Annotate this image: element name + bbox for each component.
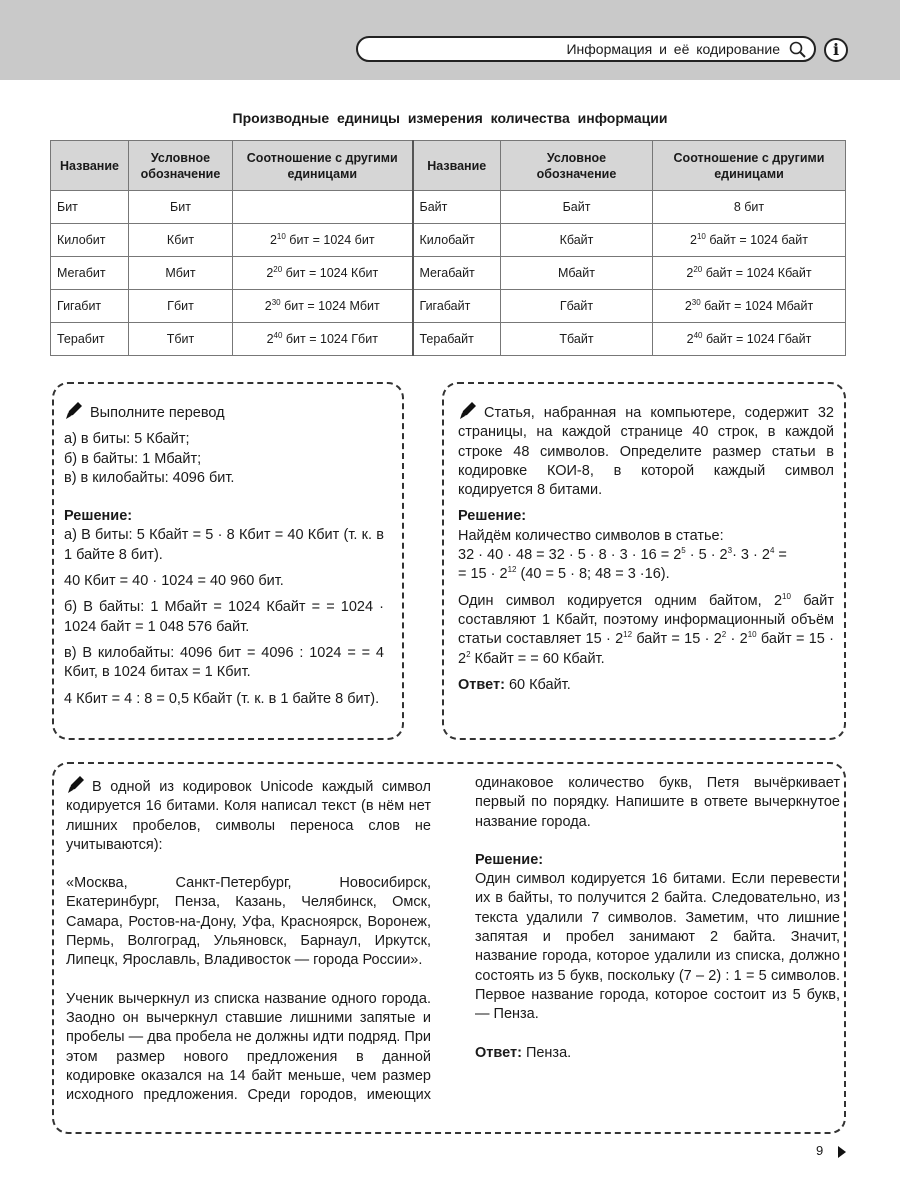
- task1-item: а) в биты: 5 Кбайт;: [64, 431, 190, 448]
- table-cell: Гигабайт: [413, 290, 501, 323]
- chapter-bar: [356, 36, 816, 62]
- col-header: Соотношение с другими единицами: [653, 141, 846, 191]
- task2-statement: Статья, набранная на компьютере, содержит 32 страницы, на каждой странице 40 строк, в каждой строке 48 символов. Определите размер статьи в кодировке КОИ-8, в которой каждый символ кодируется 8 битами.: [458, 400, 834, 500]
- table-cell: Тбайт: [501, 323, 653, 356]
- table-row: [51, 224, 846, 257]
- table-cell: Мбайт: [501, 257, 653, 290]
- page-number: 9: [816, 1143, 824, 1158]
- solution-paragraph: в) В килобайты: 4096 бит = 4096 : 1024 = = 4 Кбит, в 1024 битах = 1 Кбит.: [64, 644, 384, 681]
- solution-label: Решение:: [458, 508, 527, 525]
- table-cell: Байт: [413, 191, 501, 224]
- solution-paragraph: 4 Кбит = 4 : 8 = 0,5 Кбайт (т. к. в 1 байте 8 бит).: [64, 690, 380, 707]
- table-cell: Терабит: [51, 323, 129, 356]
- table-cell: Мегабит: [51, 257, 129, 290]
- table-cell: Тбит: [129, 323, 233, 356]
- table-cell: $2^{10}$ байт = 1024 байт: [653, 224, 846, 257]
- city-list: «Москва, Санкт-Петербург, Новосибирск, Екатеринбург, Пенза, Казань, Челябинск, Омск, Самара, Ростов-на-Дону, Уфа, Красноярск, Воронеж, Пермь, Волгоград, Ульяновск, Барнаул, Иркутск, Липецк, Ярославль, Владивосток — города России».: [66, 875, 431, 969]
- table-cell: Гбайт: [501, 290, 653, 323]
- answer-line: Ответ: Пенза.: [475, 1044, 572, 1061]
- solution-label: Решение:: [64, 508, 133, 525]
- table-row: [51, 290, 846, 323]
- table-cell: Мегабайт: [413, 257, 501, 290]
- solution-paragraph: а) В биты: 5 Кбайт = 5 · 8 Кбит = 40 Кбит (т. к. в 1 байте 8 бит).: [64, 527, 384, 563]
- col-header: Название: [51, 141, 129, 191]
- col-header: Название: [413, 141, 501, 191]
- table-cell: Бит: [51, 191, 129, 224]
- table-cell: Байт: [501, 191, 653, 224]
- solution-paragraph: Один символ кодируется одним байтом, $2^{10}$ байт составляют 1 Кбайт, поэтому информационный объём статьи составляет $15 \cdot 2^{12}$ байт = $15 \cdot 2^2 \cdot 2^{10}$ байт = $15 \cdot 2^2$ Кбайт = = 60 Кбайт.: [458, 591, 834, 667]
- task3-statement: В одной из кодировок Unicode каждый символ кодируется 16 битами. Коля написал текст (в нём нет лишних пробелов, символы переноса слов не учитываются):: [66, 774, 431, 855]
- table-cell: Бит: [129, 191, 233, 224]
- task3-question: Ученик вычеркнул из списка название одного города. Заодно он вычеркнул ставшие лишними запятые и пробелы — два пробела не должны идти подряд. При этом размер нового предложения в данной кодировке оказался на 14 байт меньше, чем размер исходного предложения. Среди городов, имеющих одинаковое количество букв, Петя вычёркивает первый по порядку. Напишите в ответе вычеркнутое название города.: [66, 775, 840, 1104]
- table-cell: Килобайт: [413, 224, 501, 257]
- solution-math: $32 \cdot 40 \cdot 48 = 32 \cdot 5 \cdot 8 \cdot 3 \cdot 16 = 2^5 \cdot 5 \cdot 2^3\cdot 3 \cdot 2^4$ = = $15 \cdot 2^{12}$ (40 = 5 · 8; 48 = 3 ·16).: [458, 546, 787, 583]
- table-cell: Гбит: [129, 290, 233, 323]
- chapter-title: Информация и её кодирование: [566, 41, 780, 57]
- pencil-icon: [66, 774, 86, 794]
- task3-content: [66, 774, 840, 1124]
- solution-line: Найдём количество символов в статье:: [458, 527, 724, 544]
- table-title: Производные единицы измерения количества информации: [232, 110, 668, 126]
- table-row: [51, 257, 846, 290]
- solution-paragraph: Один символ кодируется 16 битами. Если перевести их в байты, то получится 2 байта. Следовательно, из текста удалили 7 символов. Заметим, что лишние запятая и пробел занимают 2 байта. Значит, название города, которое удалили из списка, должно состоять из 5 букв, поскольку (7 – 2) : 1 = 5 символов. Первое название города, которое состоит из 5 букв, — Пенза.: [475, 871, 840, 1023]
- table-cell: $2^{40}$ бит = 1024 Гбит: [233, 323, 413, 356]
- table-cell: $2^{30}$ бит = 1024 Мбит: [233, 290, 413, 323]
- table-header-row: [51, 141, 846, 191]
- table-row: [51, 191, 846, 224]
- col-header: Условное обозначение: [501, 141, 653, 191]
- col-header: Соотношение с другими единицами: [233, 141, 413, 191]
- search-icon: [788, 40, 808, 60]
- task1-item: в) в килобайты: 4096 бит.: [64, 469, 235, 486]
- table-cell: $2^{10}$ бит = 1024 бит: [233, 224, 413, 257]
- task1-title: Выполните перевод: [64, 400, 384, 423]
- pencil-icon: [458, 400, 478, 420]
- solution-paragraph: б) В байты: 1 Мбайт = 1024 Кбайт = = 1024 · 1024 байт = 1 048 576 байт.: [64, 599, 384, 635]
- table-cell: Килобит: [51, 224, 129, 257]
- table-row: [51, 323, 846, 356]
- solution-paragraph: 40 Кбит = 40 · 1024 = 40 960 бит.: [64, 573, 284, 590]
- task2-content: [458, 400, 834, 695]
- table-cell: $2^{40}$ байт = 1024 Гбайт: [653, 323, 846, 356]
- table-cell: Гигабит: [51, 290, 129, 323]
- solution-label: Решение:: [475, 851, 544, 868]
- table-cell: $2^{30}$ байт = 1024 Мбайт: [653, 290, 846, 323]
- next-page-arrow-icon: [838, 1146, 846, 1158]
- pencil-icon: [64, 400, 84, 420]
- task1-item: б) в байты: 1 Мбайт;: [64, 450, 202, 467]
- table-cell: $2^{20}$ бит = 1024 Кбит: [233, 257, 413, 290]
- table-cell: Мбит: [129, 257, 233, 290]
- units-table: [50, 140, 846, 356]
- table-cell: Кбайт: [501, 224, 653, 257]
- task1-content: [64, 400, 384, 709]
- table-cell: 8 бит: [653, 191, 846, 224]
- table-cell: Кбит: [129, 224, 233, 257]
- answer-line: Ответ: 60 Кбайт.: [458, 676, 571, 693]
- col-header: Условное обозначение: [129, 141, 233, 191]
- table-cell: $2^{20}$ байт = 1024 Кбайт: [653, 257, 846, 290]
- table-cell: Терабайт: [413, 323, 501, 356]
- info-icon: i: [824, 38, 848, 62]
- table-cell: [233, 191, 413, 224]
